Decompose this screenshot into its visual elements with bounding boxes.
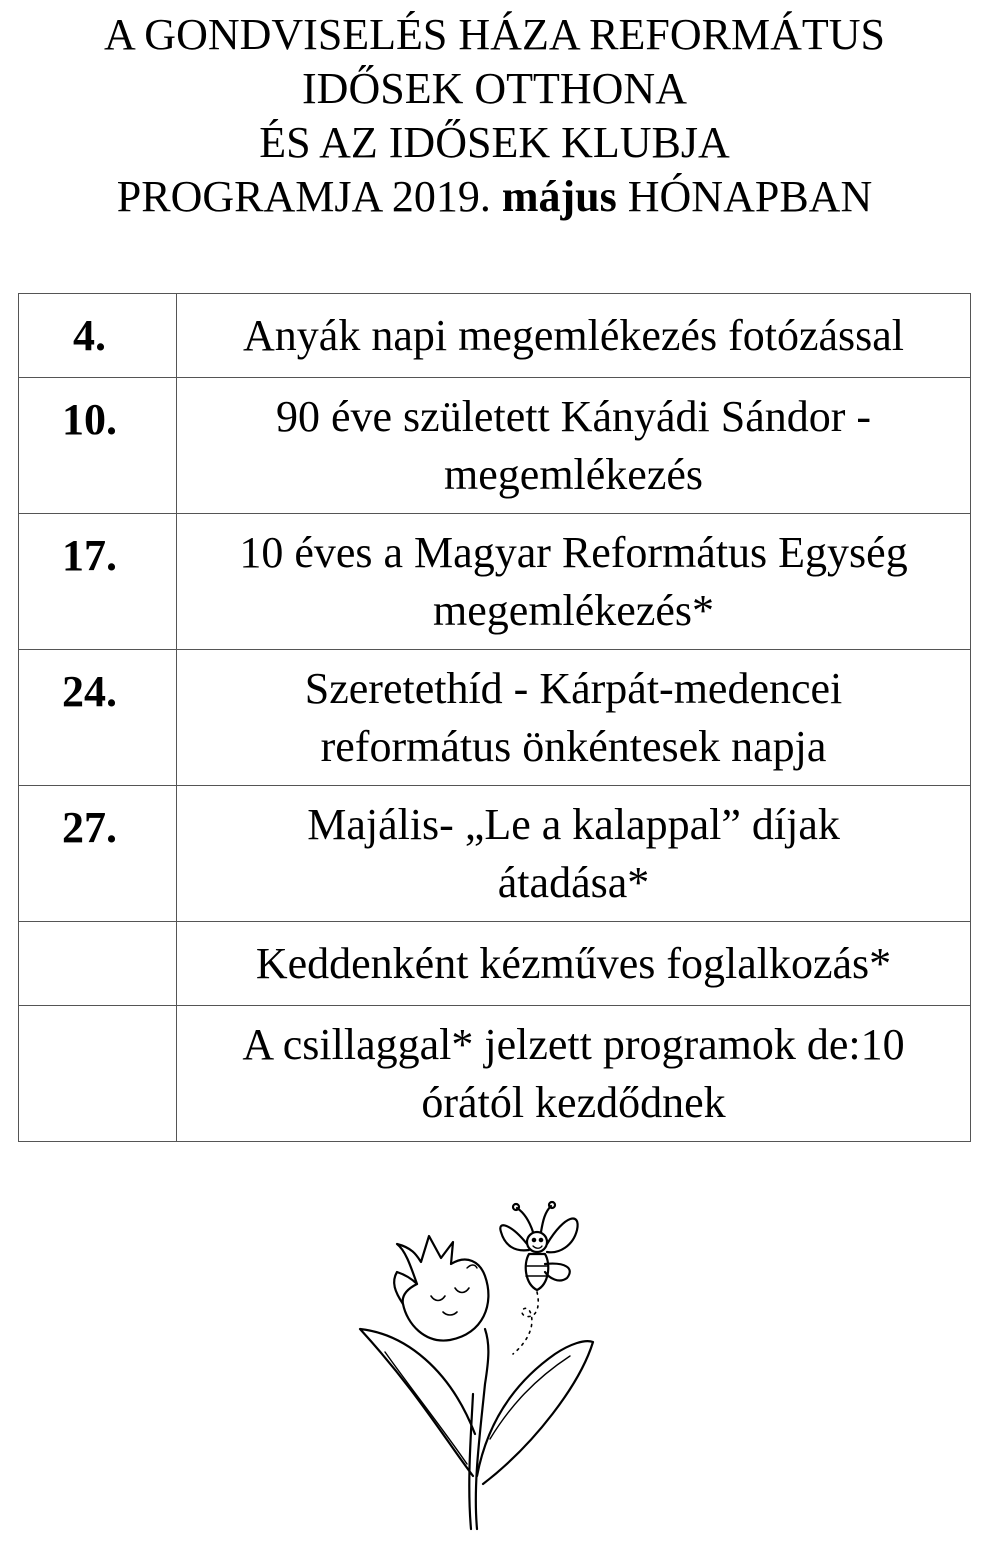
day-cell: 27. xyxy=(19,786,177,922)
event-line: Szeretethíd - Kárpát-medencei xyxy=(304,663,843,713)
table-row xyxy=(19,650,971,786)
day-cell xyxy=(19,922,177,1006)
table-row xyxy=(19,294,971,378)
title-month: május xyxy=(501,172,617,221)
event-line: Keddenként kézműves foglalkozás* xyxy=(255,938,892,988)
title-suffix: HÓNAPBAN xyxy=(616,172,873,221)
event-line: 90 éve született Kányádi Sándor - xyxy=(276,391,872,441)
event-line: megemlékezés xyxy=(444,449,704,499)
event-cell xyxy=(177,1006,971,1142)
table-row xyxy=(19,922,971,1006)
table-row xyxy=(19,786,971,922)
event-cell xyxy=(177,294,971,378)
day-cell: 4. xyxy=(19,294,177,378)
event-cell xyxy=(177,514,971,650)
table-row xyxy=(19,378,971,514)
title-line-3: ÉS AZ IDŐSEK KLUBJA xyxy=(259,118,730,167)
day-cell xyxy=(19,1006,177,1142)
event-cell xyxy=(177,650,971,786)
event-cell xyxy=(177,786,971,922)
event-line: A csillaggal* jelzett programok de:10 xyxy=(242,1019,905,1069)
event-line: órától kezdődnek xyxy=(421,1077,726,1127)
event-line: átadása* xyxy=(497,857,650,907)
day-cell: 17. xyxy=(19,514,177,650)
table-row xyxy=(19,1006,971,1142)
event-line: Majális- „Le a kalappal” díjak xyxy=(307,799,840,849)
title-prefix: PROGRAMJA 2019. xyxy=(116,172,502,221)
table-row xyxy=(19,514,971,650)
event-cell xyxy=(177,378,971,514)
title-line-2: IDŐSEK OTTHONA xyxy=(302,64,687,113)
event-line: megemlékezés* xyxy=(433,585,715,635)
event-line: Anyák napi megemlékezés fotózással xyxy=(243,310,904,360)
program-table xyxy=(18,293,971,1142)
title-line-1: A GONDVISELÉS HÁZA REFORMÁTUS xyxy=(103,10,886,59)
title-line-4 xyxy=(0,170,989,224)
event-line: református önkéntesek napja xyxy=(320,721,827,771)
page-title xyxy=(0,8,989,224)
event-cell xyxy=(177,922,971,1006)
tulip-and-bee-icon xyxy=(355,1184,595,1534)
day-cell: 24. xyxy=(19,650,177,786)
day-cell: 10. xyxy=(19,378,177,514)
event-line: 10 éves a Magyar Református Egység xyxy=(239,527,908,577)
